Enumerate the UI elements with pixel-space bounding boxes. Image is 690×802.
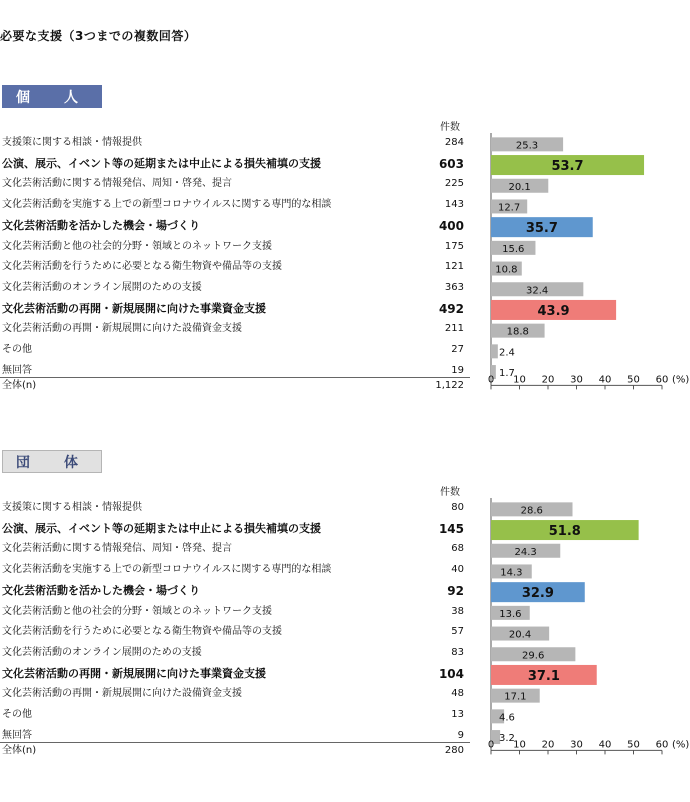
individual-bar-data-label: 43.9 bbox=[537, 303, 570, 319]
organization-category-label: 文化芸術活動に関する情報発信、周知・啓発、提言 bbox=[2, 543, 232, 555]
organization-count-value: 68 bbox=[451, 543, 464, 555]
individual-category-label: 文化芸術活動と他の社会的分野・領域とのネットワーク支援 bbox=[2, 240, 272, 252]
organization-total-value: 280 bbox=[444, 745, 464, 757]
individual-x-tick-label: 30 bbox=[570, 374, 583, 386]
individual-count-value: 19 bbox=[451, 364, 464, 376]
page-title: 必要な支援（3つまでの複数回答） bbox=[0, 29, 197, 43]
individual-bar-data-label: 35.7 bbox=[525, 221, 558, 237]
individual-count-value: 121 bbox=[444, 261, 464, 273]
organization-bar-data-label: 3.2 bbox=[499, 733, 515, 745]
organization-category-label: 文化芸術活動の再開・新規展開に向けた設備資金支援 bbox=[2, 688, 242, 700]
individual-x-unit: (%) bbox=[672, 374, 690, 386]
individual-category-label: その他 bbox=[2, 344, 32, 355]
organization-count-value: 92 bbox=[447, 583, 464, 598]
organization-x-tick-label: 10 bbox=[513, 739, 526, 751]
individual-count-value: 284 bbox=[444, 137, 464, 148]
individual-x-tick-label: 10 bbox=[513, 374, 526, 386]
individual-category-label: 支援策に関する相談・情報提供 bbox=[2, 137, 142, 148]
organization-count-value: 104 bbox=[438, 666, 464, 681]
individual-count-value: 492 bbox=[438, 301, 464, 316]
organization-count-value: 48 bbox=[451, 688, 464, 700]
individual-count-value: 363 bbox=[444, 281, 464, 293]
organization-count-value: 57 bbox=[451, 626, 464, 638]
individual-category-label: 文化芸術活動を行うために必要となる衛生物資や備品等の支援 bbox=[2, 261, 282, 273]
organization-total-label: 全体(n) bbox=[2, 745, 37, 757]
organization-category-label: 文化芸術活動を実施する上での新型コロナウイルスに関する専門的な相談 bbox=[2, 564, 332, 576]
individual-bar-data-label: 18.8 bbox=[506, 326, 529, 338]
individual-x-tick-label: 20 bbox=[541, 374, 555, 386]
individual-count-value: 225 bbox=[444, 178, 464, 190]
organization-category-label: 文化芸術活動のオンライン展開のための支援 bbox=[2, 646, 202, 658]
organization-bar-data-label: 28.6 bbox=[520, 505, 543, 517]
individual-count-value: 27 bbox=[451, 344, 464, 355]
organization-category-label: 文化芸術活動と他の社会的分野・領域とのネットワーク支援 bbox=[2, 605, 272, 617]
individual-count-value: 400 bbox=[438, 218, 464, 233]
individual-category-label: 文化芸術活動の再開・新規展開に向けた設備資金支援 bbox=[2, 323, 242, 335]
organization-section-badge: 団 体 bbox=[2, 450, 102, 473]
organization-count-value: 40 bbox=[451, 564, 464, 576]
organization-bar-data-label: 32.9 bbox=[521, 586, 554, 602]
organization-bar-data-label: 13.6 bbox=[499, 608, 522, 620]
organization-count-value: 38 bbox=[451, 605, 464, 617]
individual-bar-data-label: 2.4 bbox=[499, 347, 515, 359]
individual-category-label: 文化芸術活動を活かした機会・場づくり bbox=[2, 218, 200, 232]
organization-count-value: 83 bbox=[451, 646, 464, 658]
individual-total-value: 1,122 bbox=[435, 380, 464, 392]
individual-bar-data-label: 20.1 bbox=[508, 181, 531, 193]
organization-bar-data-label: 24.3 bbox=[514, 546, 537, 558]
individual-x-tick-label: 40 bbox=[598, 374, 612, 386]
individual-section-badge: 個 人 bbox=[2, 85, 102, 108]
individual-count-value: 211 bbox=[444, 323, 464, 335]
individual-category-label: 無回答 bbox=[2, 364, 32, 376]
organization-x-tick-label: 40 bbox=[598, 739, 612, 751]
organization-bar-data-label: 4.6 bbox=[499, 712, 515, 724]
organization-bar-data-label: 37.1 bbox=[527, 668, 560, 684]
individual-count-value: 143 bbox=[444, 199, 464, 211]
organization-x-unit: (%) bbox=[672, 739, 690, 751]
individual-category-label: 文化芸術活動に関する情報発信、周知・啓発、提言 bbox=[2, 178, 232, 190]
organization-count-value: 145 bbox=[438, 521, 464, 536]
individual-category-label: 公演、展示、イベント等の延期または中止による損失補填の支援 bbox=[2, 156, 321, 170]
organization-count-header: 件数 bbox=[440, 487, 460, 498]
organization-category-label: 文化芸術活動を活かした機会・場づくり bbox=[2, 583, 200, 597]
organization-category-label: その他 bbox=[2, 709, 32, 720]
individual-bar-data-label: 10.8 bbox=[495, 264, 518, 276]
organization-bar-data-label: 29.6 bbox=[522, 650, 545, 662]
organization-category-label: 支援策に関する相談・情報提供 bbox=[2, 502, 142, 513]
organization-bar-data-label: 17.1 bbox=[504, 691, 527, 703]
organization-x-tick-label: 20 bbox=[541, 739, 555, 751]
individual-total-label: 全体(n) bbox=[2, 380, 37, 392]
organization-x-tick-label: 30 bbox=[570, 739, 583, 751]
organization-x-tick-label: 60 bbox=[655, 739, 669, 751]
individual-x-tick-label: 60 bbox=[655, 374, 669, 386]
individual-count-header: 件数 bbox=[440, 122, 460, 133]
individual-x-tick-label: 50 bbox=[627, 374, 640, 386]
organization-count-value: 13 bbox=[451, 709, 464, 720]
individual-count-value: 175 bbox=[444, 240, 464, 252]
individual-category-label: 文化芸術活動のオンライン展開のための支援 bbox=[2, 281, 202, 293]
individual-count-value: 603 bbox=[438, 156, 464, 171]
individual-bar-data-label: 32.4 bbox=[526, 285, 549, 297]
organization-category-label: 文化芸術活動の再開・新規展開に向けた事業資金支援 bbox=[2, 666, 266, 680]
organization-x-tick-label: 0 bbox=[487, 739, 495, 751]
organization-category-label: 無回答 bbox=[2, 729, 32, 741]
individual-category-label: 文化芸術活動の再開・新規展開に向けた事業資金支援 bbox=[2, 301, 266, 315]
individual-bar-data-label: 15.6 bbox=[502, 243, 525, 255]
individual-bar-data-label: 12.7 bbox=[497, 202, 521, 214]
organization-bar-data-label: 51.8 bbox=[548, 524, 581, 540]
organization-bar-data-label: 14.3 bbox=[500, 567, 523, 579]
individual-bar-data-label: 53.7 bbox=[551, 159, 584, 175]
organization-x-tick-label: 50 bbox=[627, 739, 640, 751]
organization-bar-data-label: 20.4 bbox=[508, 629, 532, 641]
organization-separator bbox=[0, 742, 470, 743]
organization-count-value: 80 bbox=[451, 502, 464, 513]
individual-bar-data-label: 25.3 bbox=[515, 140, 539, 152]
organization-category-label: 公演、展示、イベント等の延期または中止による損失補填の支援 bbox=[2, 521, 321, 535]
organization-category-label: 文化芸術活動を行うために必要となる衛生物資や備品等の支援 bbox=[2, 626, 282, 638]
individual-x-tick-label: 0 bbox=[487, 374, 495, 386]
individual-category-label: 文化芸術活動を実施する上での新型コロナウイルスに関する専門的な相談 bbox=[2, 199, 332, 211]
individual-bar-data-label: 1.7 bbox=[499, 368, 515, 380]
organization-count-value: 9 bbox=[457, 729, 464, 741]
